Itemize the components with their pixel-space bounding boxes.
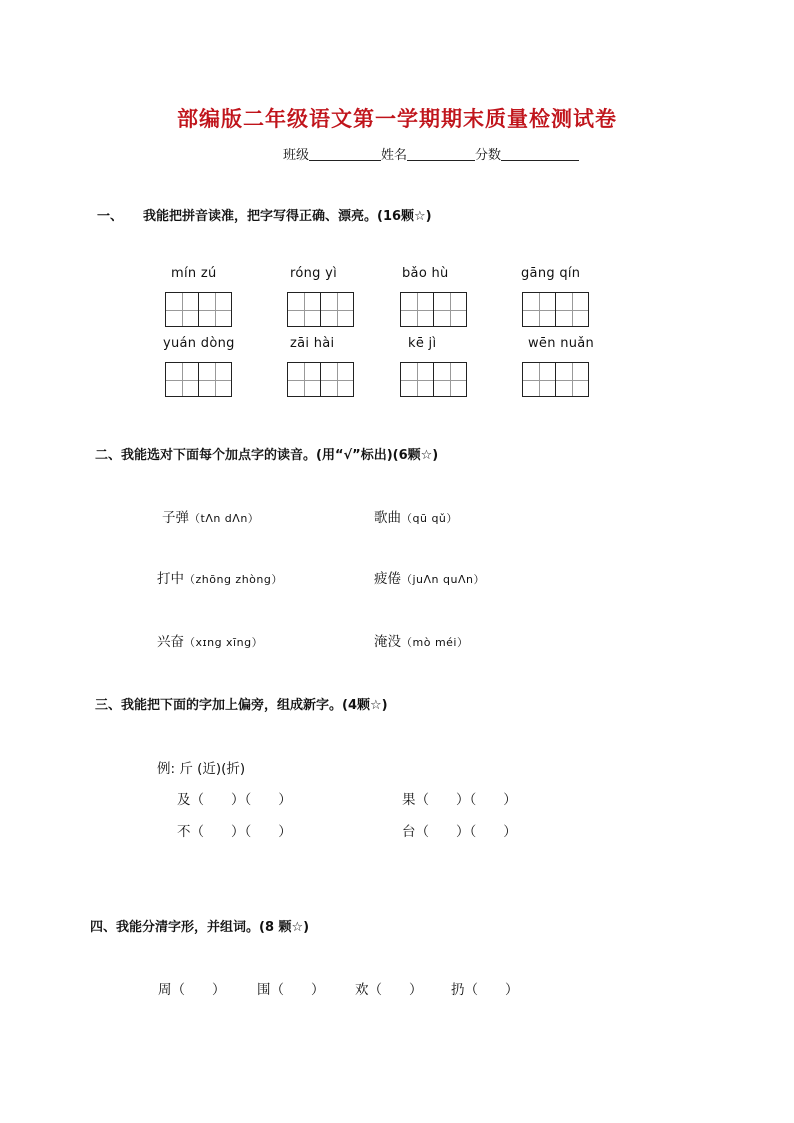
- page-title: 部编版二年级语文第一学期期末质量检测试卷: [177, 107, 617, 131]
- section-1-heading: 我能把拼音读准，把字写得正确、漂亮。(16颗☆): [143, 209, 432, 224]
- writing-grid[interactable]: [522, 362, 589, 397]
- writing-grid[interactable]: [522, 292, 589, 327]
- reading-item[interactable]: [374, 506, 458, 526]
- item-pinyin: （xɪng xīng）: [184, 636, 264, 649]
- section-2-heading: 二、我能选对下面每个加点字的读音。(用“√”标出)(6颗☆): [95, 448, 439, 463]
- writing-grid[interactable]: [165, 362, 232, 397]
- word-item[interactable]: 周（ ）: [158, 982, 226, 998]
- pinyin-label: wēn nuǎn: [528, 336, 595, 351]
- reading-item[interactable]: [374, 567, 485, 587]
- pinyin-label: yuán dòng: [163, 336, 235, 351]
- reading-item[interactable]: [374, 630, 468, 650]
- reading-item[interactable]: [162, 506, 259, 526]
- writing-grid[interactable]: [400, 292, 467, 327]
- class-label: 班级: [283, 148, 310, 163]
- writing-grid[interactable]: [165, 292, 232, 327]
- item-word: 疲倦: [374, 571, 401, 587]
- writing-grid[interactable]: [287, 362, 354, 397]
- name-label: 姓名: [381, 148, 408, 163]
- pinyin-label: mín zú: [171, 266, 217, 281]
- item-word: 歌曲: [374, 510, 401, 526]
- radical-item[interactable]: 不（ ）（ ）: [177, 824, 292, 840]
- name-blank[interactable]: [407, 148, 475, 161]
- writing-grid[interactable]: [287, 292, 354, 327]
- section-1-number: 一、: [97, 209, 124, 224]
- item-word: 子弹: [162, 510, 189, 526]
- item-word: 淹没: [374, 634, 401, 650]
- radical-item[interactable]: 台（ ）（ ）: [402, 824, 517, 840]
- score-label: 分数: [475, 148, 502, 163]
- section-4-heading: 四、我能分清字形，并组词。(8 颗☆): [90, 920, 310, 935]
- radical-item[interactable]: 果（ ）（ ）: [402, 792, 517, 808]
- pinyin-label: kē jì: [408, 336, 437, 351]
- item-pinyin: （mò méi）: [401, 636, 469, 649]
- section-3-heading: 三、我能把下面的字加上偏旁，组成新字。(4颗☆): [95, 698, 388, 713]
- radical-item[interactable]: 及（ ）（ ）: [177, 792, 292, 808]
- writing-grid[interactable]: [400, 362, 467, 397]
- pinyin-label: gāng qín: [521, 266, 581, 281]
- example-line: 例: 斤 (近)(折): [157, 761, 246, 777]
- reading-item[interactable]: [157, 567, 283, 587]
- item-pinyin: （qū qǔ）: [401, 512, 458, 525]
- item-pinyin: （juɅn quɅn）: [401, 573, 485, 586]
- item-pinyin: （tɅn dɅn）: [189, 512, 260, 525]
- pinyin-label: zāi hài: [290, 336, 335, 351]
- pinyin-label: bǎo hù: [402, 266, 449, 281]
- word-item[interactable]: 扔（ ）: [451, 982, 519, 998]
- class-blank[interactable]: [309, 148, 381, 161]
- item-word: 打中: [157, 571, 184, 587]
- item-pinyin: （zhōng zhòng）: [184, 573, 283, 586]
- item-word: 兴奋: [157, 634, 184, 650]
- pinyin-label: róng yì: [290, 266, 338, 281]
- word-item[interactable]: 围（ ）: [257, 982, 325, 998]
- reading-item[interactable]: [157, 630, 263, 650]
- student-info-line: [283, 144, 579, 163]
- word-item[interactable]: 欢（ ）: [355, 982, 423, 998]
- score-blank[interactable]: [501, 148, 579, 161]
